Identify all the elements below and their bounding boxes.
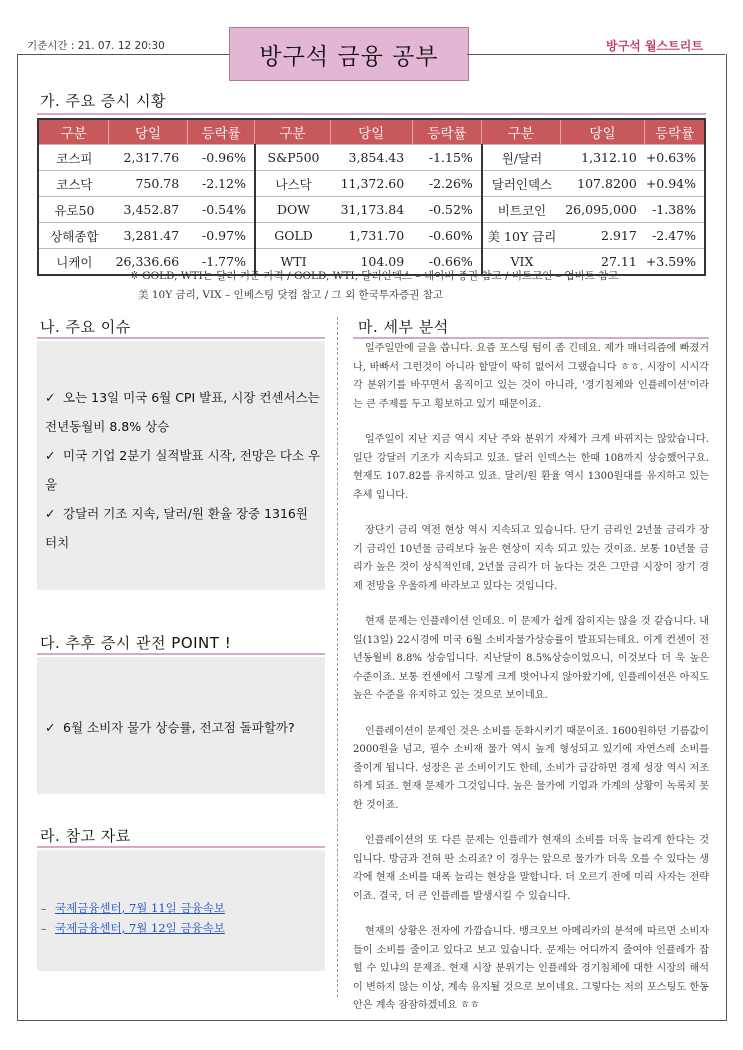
index-name-cell: 美 10Y 금리: [482, 223, 560, 249]
source-note-1: ※ GOLD, WTI는 달러 기준 가격 / GOLD, WTI, 달러인덱스 – 네이버 증권 참고 / 비트코인 – 업비트 참고: [130, 270, 619, 282]
index-value-cell: 11,372.60: [330, 171, 412, 197]
analysis-section-title: 마. 세부 분석: [358, 318, 449, 336]
issue-text: 오는 13일 미국 6월 CPI 발표, 시장 컨센서스는 전년동월비 8.8% 상승: [45, 390, 320, 434]
frame-top-right: [467, 54, 725, 55]
index-value-cell: 27.11: [560, 249, 645, 276]
source-note-2: 美 10Y 금리, VIX – 인베스팅 닷컴 참고 / 그 외 한국투자증권 참고: [138, 289, 444, 301]
index-value-cell: 750.78: [109, 171, 187, 197]
change-rate-cell: -0.52%: [412, 197, 482, 223]
list-item: [45, 713, 323, 742]
header-cell: 당일: [560, 119, 645, 145]
index-name-cell: 코스닥: [38, 171, 109, 197]
refs-section-title: 라. 참고 자료: [40, 827, 131, 845]
list-item: [45, 499, 323, 557]
header-cell: 당일: [330, 119, 412, 145]
table-row: [38, 145, 705, 171]
dash-icon: –: [41, 903, 47, 915]
market-table: [37, 118, 706, 276]
points-list: [45, 713, 323, 742]
list-item: [45, 441, 323, 499]
index-value-cell: 1,731.70: [330, 223, 412, 249]
index-value-cell: 2,317.76: [109, 145, 187, 171]
points-section-title: 다. 추후 증시 관전 POINT !: [40, 634, 232, 652]
issues-list: [45, 383, 323, 557]
header-cell: 등락률: [187, 119, 255, 145]
change-rate-cell: +0.63%: [645, 145, 705, 171]
paragraph: 장단기 금리 역전 현상 역시 지속되고 있습니다. 단기 금리인 2년물 금리가 장기 금리인 10년물 금리보다 높은 현상이 지속 되고 있는 것이죠. 보통 10년물 금리가 높은 것이 상식적인데, 2년물 금리가 더 높다는 것은 그만큼 시장이 장기 경제 전망을 우울하게 바라보고 있다는 것입니다.: [353, 525, 709, 592]
index-value-cell: 31,173.84: [330, 197, 412, 223]
check-icon: ✓: [45, 390, 56, 405]
issue-text: 미국 기업 2분기 실적발표 시작, 전망은 다소 우울: [45, 448, 321, 492]
index-name-cell: 원/달러: [482, 145, 560, 171]
market-section-title: 가. 주요 증시 시황: [40, 92, 167, 110]
market-table-header: [38, 119, 705, 145]
analysis-body: [353, 340, 709, 1033]
paragraph: 인플레이션의 또 다른 문제는 인플레가 현재의 소비를 더욱 늘리게 한다는 것입니다. 방금과 전혀 딴 소리죠? 이 경우는 앞으로 물가가 더욱 오를 수 있다는 생각에 현재 소비를 대폭 늘리는 현상을 말합니다. 더 오르기 전에 미리 사자는 전략이죠. 결국, 더 큰 인플레를 발생시킬 수 있습니다.: [353, 835, 709, 902]
ref-item: [41, 917, 225, 936]
dash-icon: –: [41, 923, 47, 935]
index-name-cell: 유로50: [38, 197, 109, 223]
table-row: [38, 197, 705, 223]
header-cell: 구분: [38, 119, 109, 145]
header-cell: 당일: [109, 119, 187, 145]
table-row: [38, 223, 705, 249]
index-value-cell: 26,336.66: [109, 249, 187, 276]
change-rate-cell: -1.38%: [645, 197, 705, 223]
ref-link-1[interactable]: 국제금융센터, 7월 11일 금융속보: [55, 901, 225, 915]
change-rate-cell: -0.96%: [187, 145, 255, 171]
header-cell: 등락률: [645, 119, 705, 145]
change-rate-cell: -2.47%: [645, 223, 705, 249]
change-rate-cell: -0.66%: [412, 249, 482, 276]
change-rate-cell: -1.77%: [187, 249, 255, 276]
index-value-cell: 104.09: [330, 249, 412, 276]
index-name-cell: 비트코인: [482, 197, 560, 223]
page-title: 방구석 금융 공부: [229, 27, 469, 81]
ref-link-2[interactable]: 국제금융센터, 7월 12일 금융속보: [55, 921, 225, 935]
column-divider: [337, 317, 338, 997]
header-cell: 구분: [255, 119, 330, 145]
index-name-cell: WTI: [255, 249, 330, 276]
frame-top-left: [17, 54, 229, 55]
points-box: [37, 657, 325, 794]
paragraph: 현재의 상황은 전자에 가깝습니다. 뱅크오브 아메리카의 분석에 따르면 소비자들이 소비를 줄이고 있다고 보고 있습니다. 문제는 어디까지 줄여야 인플레가 잡힐 수 있냐의 문제죠. 현재 시장 분위기는 인플레와 경기침체에 대한 시장의 해석이 변하지 않는 이상, 계속 유지될 것으로 보이네요. 그렇다는 저의 포스팅도 한동안은 계속 잠잠하겠네요 ㅎㅎ: [353, 926, 709, 1011]
list-item: [45, 383, 323, 441]
refs-section-underline: [37, 846, 325, 848]
point-text: 6월 소비자 물가 상승률, 전고점 돌파할까?: [63, 720, 295, 735]
market-section-underline: [37, 113, 706, 115]
table-row: [38, 171, 705, 197]
analysis-section-underline: [353, 337, 709, 339]
change-rate-cell: -0.54%: [187, 197, 255, 223]
paragraph: 일주일이 지난 지금 역시 지난 주와 분위기 자체가 크게 바뀌지는 않았습니다. 일단 강달러 기조가 지속되고 있죠. 달러 인덱스는 한때 108까지 상승했어구요. 현재도 107.82를 유지하고 있죠. 달러/원 환율 역시 1300원대를 유지하고 있는 추세 입니다.: [353, 434, 709, 501]
ref-item: [41, 897, 225, 916]
change-rate-cell: +0.94%: [645, 171, 705, 197]
check-icon: ✓: [45, 448, 56, 463]
points-section-underline: [37, 653, 325, 655]
change-rate-cell: +3.59%: [645, 249, 705, 276]
index-value-cell: 3,854.43: [330, 145, 412, 171]
issues-section-title: 나. 주요 이슈: [40, 318, 131, 336]
paragraph: 일주일만에 글을 씁니다. 요즘 포스팅 텀이 좀 긴데요. 제가 매너리즘에 빠졌거나, 바빠서 그런것이 아니라 할말이 딱히 없어서 그랬습니다 ㅎㅎ. 시장이 시시각각 분위기를 바꾸면서 움직이고 있는 것이 아니라, '경기침체와 인플레이션'이라는 큰 주제를 두고 횡보하고 있기 때문이죠.: [353, 343, 709, 410]
header-cell: 등락률: [412, 119, 482, 145]
index-value-cell: 3,281.47: [109, 223, 187, 249]
change-rate-cell: -2.26%: [412, 171, 482, 197]
refs-box: [37, 850, 325, 971]
index-value-cell: 2.917: [560, 223, 645, 249]
change-rate-cell: -2.12%: [187, 171, 255, 197]
index-name-cell: 니케이: [38, 249, 109, 276]
index-name-cell: S&P500: [255, 145, 330, 171]
header-cell: 구분: [482, 119, 560, 145]
index-name-cell: VIX: [482, 249, 560, 276]
check-icon: ✓: [45, 506, 56, 521]
brand-logo: 방구석 월스트리트: [606, 39, 703, 53]
change-rate-cell: -0.97%: [187, 223, 255, 249]
index-value-cell: 3,452.87: [109, 197, 187, 223]
paragraph: 현재 문제는 인플레이션 인데요. 이 문제가 쉽게 잡히지는 않을 것 같습니다. 내일(13일) 22시경에 미국 6월 소비자물가상승률이 발표되는데요. 이게 컨센이 전년동월비 8.8% 상승입니다. 지난달이 8.5%상승이었으니, 이것보다 더 욱 높은 수준이죠. 보통 컨센에서 그렇게 크게 벗어나지 않아왔기에, 인플레이션은 아직도 높은 수준을 유지하고 있는 것으로 보이네요.: [353, 616, 709, 701]
check-icon: ✓: [45, 720, 56, 735]
index-value-cell: 26,095,000: [560, 197, 645, 223]
change-rate-cell: -0.60%: [412, 223, 482, 249]
index-name-cell: 달러인덱스: [482, 171, 560, 197]
issues-box: [37, 341, 325, 590]
index-name-cell: 상해종합: [38, 223, 109, 249]
index-name-cell: GOLD: [255, 223, 330, 249]
index-name-cell: 나스닥: [255, 171, 330, 197]
paragraph: 인플레이션이 문제인 것은 소비를 둔화시키기 때문이죠. 1600원하던 기름값이 2000원을 넘고, 필수 소비재 물가 역시 높게 형성되고 있기에 자연스레 소비를 줄이게 됩니다. 성장은 곧 소비이기도 한데, 소비가 급감하면 경제 성장 역시 저조하게 되죠. 현재 문제가 그것입니다. 높은 물가에 기업과 가계의 상황이 녹록치 못한 것이죠.: [353, 725, 709, 811]
issue-text: 강달러 기조 지속, 달러/원 환율 장중 1316원 터치: [45, 506, 308, 550]
base-time: 기준시간 : 21. 07. 12 20:30: [27, 40, 165, 52]
issues-section-underline: [37, 337, 325, 339]
change-rate-cell: -1.15%: [412, 145, 482, 171]
index-value-cell: 107.8200: [560, 171, 645, 197]
index-value-cell: 1,312.10: [560, 145, 645, 171]
index-name-cell: 코스피: [38, 145, 109, 171]
index-name-cell: DOW: [255, 197, 330, 223]
